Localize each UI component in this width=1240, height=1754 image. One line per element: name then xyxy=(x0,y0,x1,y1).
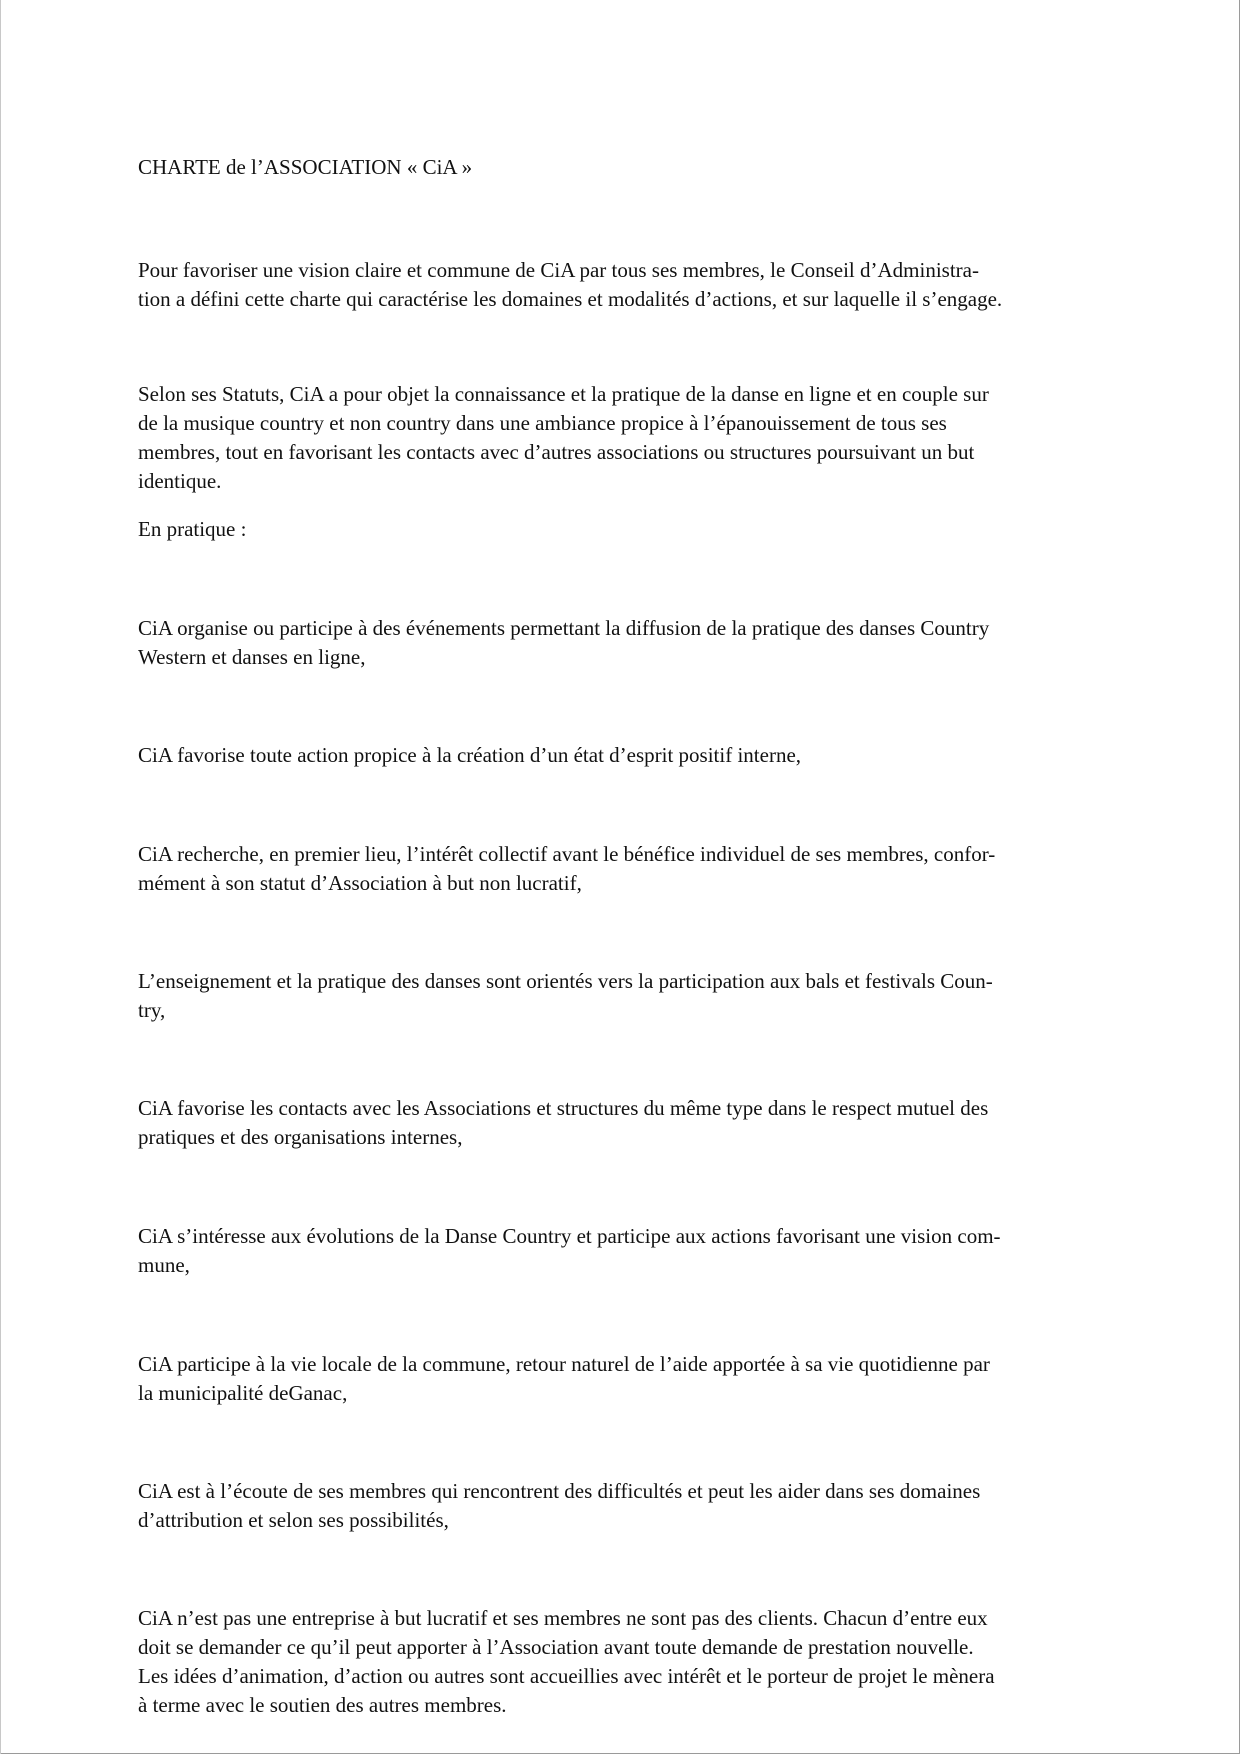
charter-item: CiA est à l’écoute de ses membres qui rencontrent des difficultés et peut les aider dans ses domaines d’attribution et selon ses possibilités, xyxy=(138,1479,981,1532)
charter-item: CiA n’est pas une entreprise à but lucratif et ses membres ne sont pas des clients. Chacun d’entre eux doit se demander ce qu’il peut apporter à l’Association avant toute demande de prestation nouvelle. Les idées d’animation, d’action ou autres sont accueillies avec intérêt et le porteur de projet le mènera à terme avec le soutien des autres membres. xyxy=(138,1606,995,1717)
charter-item: CiA s’intéresse aux évolutions de la Danse Country et participe aux actions favorisant une vision com- mune, xyxy=(138,1224,1001,1277)
charter-item: CiA recherche, en premier lieu, l’intérêt collectif avant le bénéfice individuel de ses membres, confor- mément à son statut d’Association à but non lucratif, xyxy=(138,842,996,895)
document-title: CHARTE de l’ASSOCIATION « CiA » xyxy=(138,155,473,179)
intro-paragraph: Pour favoriser une vision claire et commune de CiA par tous ses membres, le Conseil d’Administra- tion a défini cette charte qui caractérise les domaines et modalités d’actions, et sur laquelle il s’engage. xyxy=(138,258,1003,311)
statuts-paragraph: Selon ses Statuts, CiA a pour objet la connaissance et la pratique de la danse en ligne et en couple sur de la musique country et non country dans une ambiance propice à l’épanouissement de tous ses membres, tout en favorisant les contacts avec d’autres associations ou structures poursuivant un but identique. xyxy=(138,382,989,493)
charter-item: CiA favorise les contacts avec les Associations et structures du même type dans le respect mutuel des pratiques et des organisations internes, xyxy=(138,1096,989,1149)
charter-item: CiA participe à la vie locale de la commune, retour naturel de l’aide apportée à sa vie quotidienne par la municipalité deGanac, xyxy=(138,1352,990,1405)
charter-item: CiA favorise toute action propice à la création d’un état d’esprit positif interne, xyxy=(138,743,802,767)
en-pratique-heading: En pratique : xyxy=(138,517,247,541)
charter-item: L’enseignement et la pratique des danses sont orientés vers la participation aux bals et festivals Coun- try, xyxy=(138,969,993,1022)
page-edge xyxy=(0,0,1,1754)
charter-item: CiA organise ou participe à des événements permettant la diffusion de la pratique des danses Country Western et danses en ligne, xyxy=(138,616,990,669)
